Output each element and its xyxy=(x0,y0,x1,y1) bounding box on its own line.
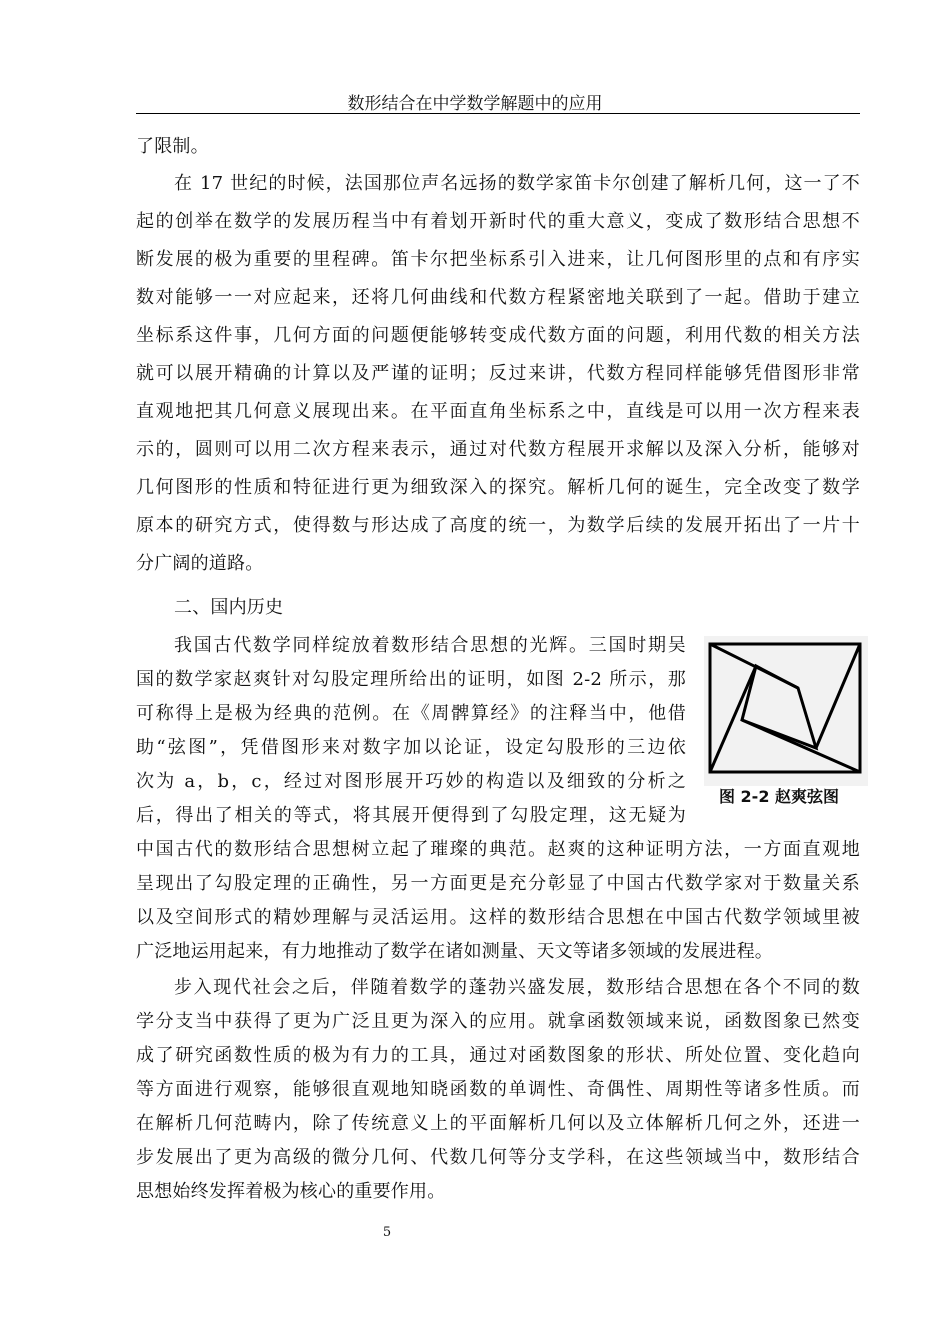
paragraph-line: 次为 a，b，c，经过对图形展开巧妙的构造以及细致的分析之 xyxy=(136,771,686,792)
paragraph-line: 断发展的极为重要的里程碑。笛卡尔把坐标系引入进来，让几何图形里的点和有序实 xyxy=(136,249,860,270)
paragraph-line: 成了研究函数性质的极为有力的工具，通过对函数图象的形状、所处位置、变化趋向 xyxy=(136,1045,860,1066)
paragraph-line: 步入现代社会之后，伴随着数学的蓬勃兴盛发展，数形结合思想在各个不同的数 xyxy=(174,977,860,998)
zhao-shuang-diagram-icon xyxy=(704,636,868,786)
paragraph-line: 步发展出了更为高级的微分几何、代数几何等分支学科，在这些领域当中，数形结合 xyxy=(136,1147,860,1168)
paragraph-line: 原本的研究方式，使得数与形达成了高度的统一，为数学后续的发展开拓出了一片十 xyxy=(136,515,860,536)
paragraph-line: 学分支当中获得了更为广泛且更为深入的应用。就拿函数领域来说，函数图象已然变 xyxy=(136,1011,860,1032)
paragraph-line: 呈现出了勾股定理的正确性，另一方面更是充分彰显了中国古代数学家对于数量关系 xyxy=(136,873,860,894)
page-number: 5 xyxy=(382,1225,392,1240)
paragraph-line: 以及空间形式的精妙理解与灵活运用。这样的数形结合思想在中国古代数学领域里被 xyxy=(136,907,860,928)
paragraph-line: 起的创举在数学的发展历程当中有着划开新时代的重大意义，变成了数形结合思想不 xyxy=(136,211,860,232)
paragraph-line: 后，得出了相关的等式，将其展开便得到了勾股定理，这无疑为 xyxy=(136,805,686,826)
paragraph-line: 广泛地运用起来，有力地推动了数学在诸如测量、天文等诸多领域的发展进程。 xyxy=(136,941,773,962)
header-rule xyxy=(136,113,860,114)
page-header-title: 数形结合在中学数学解题中的应用 xyxy=(347,94,603,114)
section-heading: 二、国内历史 xyxy=(174,597,284,618)
paragraph-line: 中国古代的数形结合思想树立起了璀璨的典范。赵爽的这种证明方法，一方面直观地 xyxy=(136,839,860,860)
paragraph-line: 分广阔的道路。 xyxy=(136,553,264,574)
paragraph-line: 可称得上是极为经典的范例。在《周髀算经》的注释当中，他借 xyxy=(136,703,686,724)
paragraph-line: 数对能够一一对应起来，还将几何曲线和代数方程紧密地关联到了一起。借助于建立 xyxy=(136,287,860,308)
zhao-shuang-diagram-figure xyxy=(704,636,868,806)
paragraph-line: 思想始终发挥着极为核心的重要作用。 xyxy=(136,1181,446,1202)
paragraph-line: 了限制。 xyxy=(136,136,209,157)
paragraph-line: 在解析几何范畴内，除了传统意义上的平面解析几何以及立体解析几何之外，还进一 xyxy=(136,1113,860,1134)
paragraph-line: 等方面进行观察，能够很直观地知晓函数的单调性、奇偶性、周期性等诸多性质。而 xyxy=(136,1079,860,1100)
paragraph-line: 就可以展开精确的计算以及严谨的证明；反过来讲，代数方程同样能够凭借图形非常 xyxy=(136,363,860,384)
figure-caption: 图 2-2 赵爽弦图 xyxy=(718,787,840,806)
paragraph-line: 在 17 世纪的时候，法国那位声名远扬的数学家笛卡尔创建了解析几何，这一了不 xyxy=(174,173,860,194)
paragraph-line: 直观地把其几何意义展现出来。在平面直角坐标系之中，直线是可以用一次方程来表 xyxy=(136,401,860,422)
paragraph-line: 我国古代数学同样绽放着数形结合思想的光辉。三国时期吴 xyxy=(174,635,686,656)
paragraph-line: 坐标系这件事，几何方面的问题便能够转变成代数方面的问题，利用代数的相关方法 xyxy=(136,325,860,346)
paragraph-line: 助“弦图”，凭借图形来对数字加以论证，设定勾股形的三边依 xyxy=(136,737,686,758)
paragraph-line: 国的数学家赵爽针对勾股定理所给出的证明，如图 2-2 所示，那 xyxy=(136,669,686,690)
paragraph-line: 几何图形的性质和特征进行更为细致深入的探究。解析几何的诞生，完全改变了数学 xyxy=(136,477,860,498)
paragraph-line: 示的，圆则可以用二次方程来表示，通过对代数方程展开求解以及深入分析，能够对 xyxy=(136,439,860,460)
